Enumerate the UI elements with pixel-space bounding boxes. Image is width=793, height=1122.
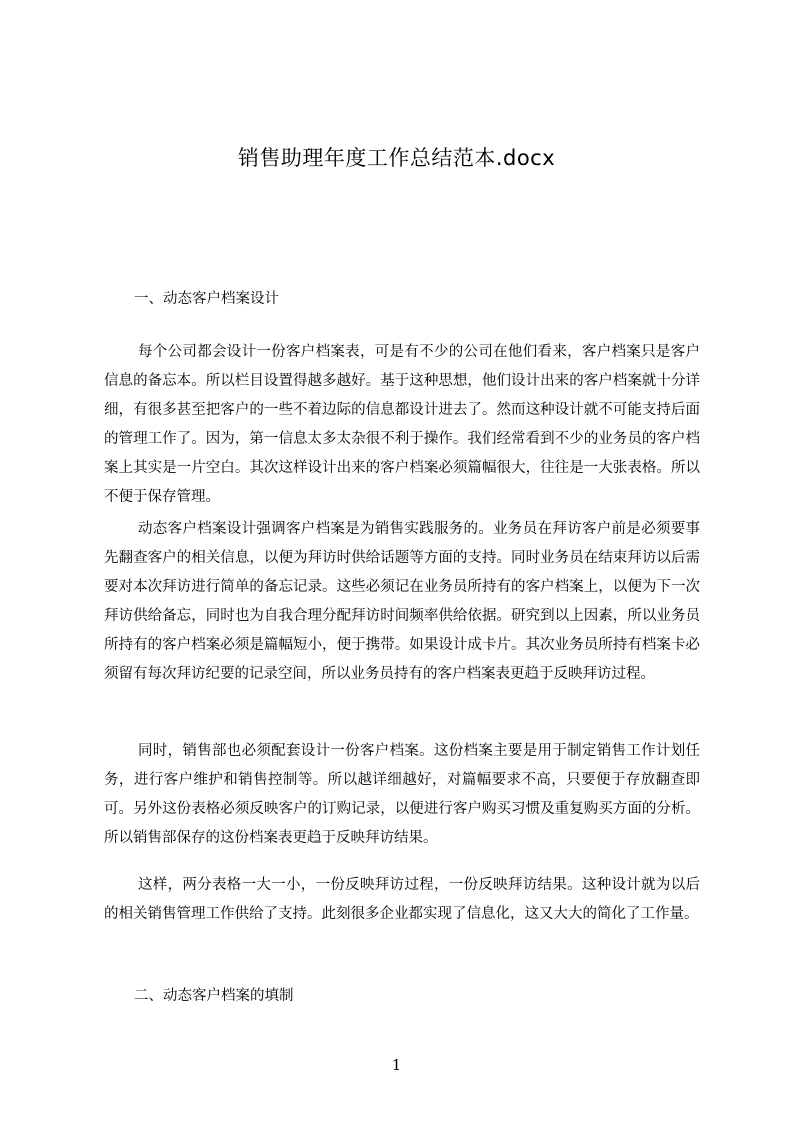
section-heading-2: 二、动态客户档案的填制 — [134, 988, 294, 1004]
section-heading-1: 一、动态客户档案设计 — [134, 291, 279, 307]
document-title: 销售助理年度工作总结范本.docx — [237, 146, 556, 170]
paragraph-4: 这样，两分表格一大一小，一份反映拜访过程，一份反映拜访结果。这种设计就为以后的相关销售管理工作供给了支持。此刻很多企业都实现了信息化，这又大大的简化了工作量。 — [104, 877, 700, 922]
paragraph-3: 同时，销售部也必须配套设计一份客户档案。这份档案主要是用于制定销售工作计划任务，进行客户维护和销售控制等。所以越详细越好，对篇幅要求不高，只要便于存放翻查即可。另外这份表格必须反映客户的订购记录，以便进行客户购买习惯及重复购买方面的分析。所以销售部保存的这份档案表更趋于反映拜访结果。 — [104, 743, 700, 846]
page-number: 1 — [391, 1056, 402, 1074]
paragraph-2: 动态客户档案设计强调客户档案是为销售实践服务的。业务员在拜访客户前是必须要事先翻查客户的相关信息，以便为拜访时供给话题等方面的支持。同时业务员在结束拜访以后需要对本次拜访进行简单的备忘记录。这些必须记在业务员所持有的客户档案上，以便为下一次拜访供给备忘，同时也为自我合理分配拜访时间频率供给依据。研究到以上因素，所以业务员所持有的客户档案必须是篇幅短小，便于携带。如果设计成卡片。其次业务员所持有档案卡必须留有每次拜访纪要的记录空间，所以业务员持有的客户档案表更趋于反映拜访过程。 — [104, 521, 700, 682]
paragraph-1: 每个公司都会设计一份客户档案表，可是有不少的公司在他们看来，客户档案只是客户信息的备忘本。所以栏目设置得越多越好。基于这种思想，他们设计出来的客户档案就十分详细，有很多甚至把客户的一些不着边际的信息都设计进去了。然而这种设计就不可能支持后面的管理工作了。因为，第一信息太多太杂很不利于操作。我们经常看到不少的业务员的客户档案上其实是一片空白。其次这样设计出来的客户档案必须篇幅很大，往往是一大张表格。所以不便于保存管理。 — [104, 344, 700, 505]
